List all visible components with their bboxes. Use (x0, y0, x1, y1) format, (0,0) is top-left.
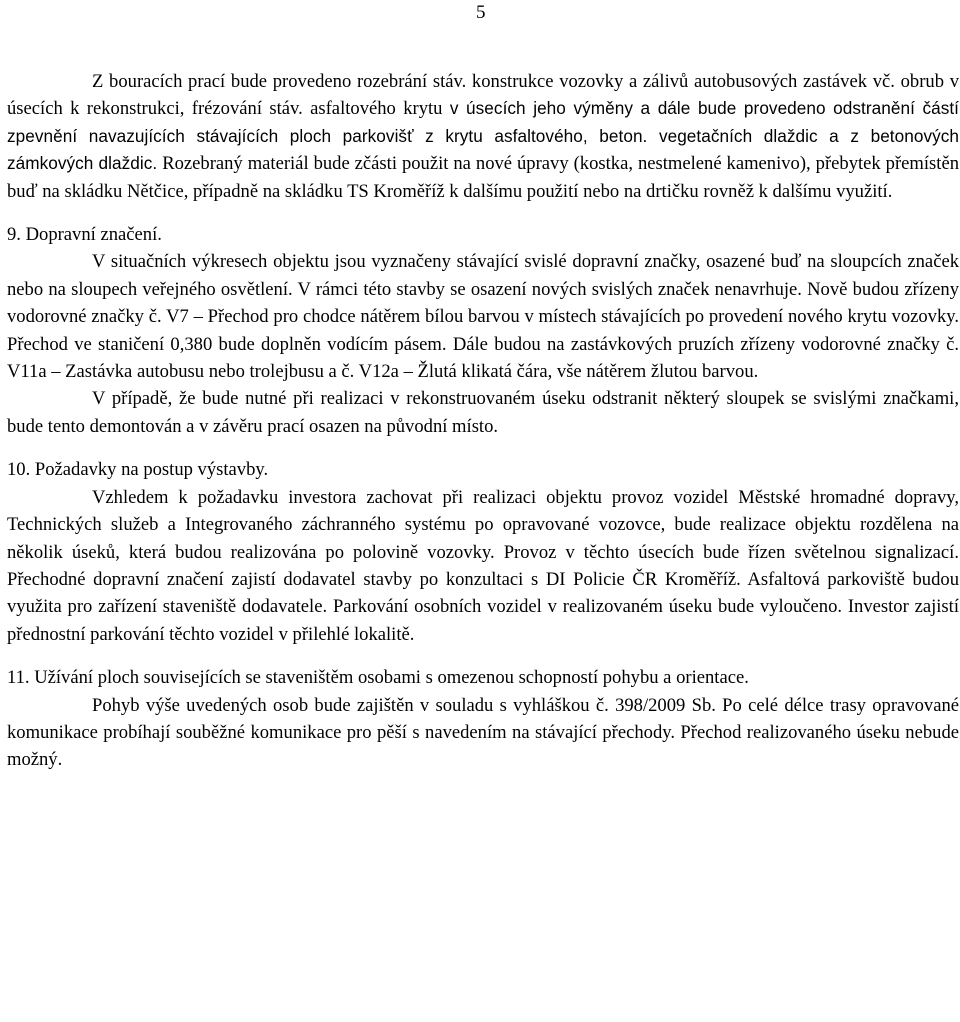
section-11-heading: 11. Užívání ploch souvisejících se staveništěm osobami s omezenou schopností pohybu a orientace. (7, 667, 749, 689)
spacer (7, 440, 959, 456)
section-9-paragraph-2: V případě, že bude nutné při realizaci v rekonstruovaném úseku odstranit některý sloupek se svislými značkami, bude tento demontován a v závěru prací osazen na původní místo. (7, 388, 959, 437)
intro-paragraph (7, 68, 959, 205)
spacer (7, 205, 959, 221)
section-9-heading: 9. Dopravní značení. (7, 224, 162, 246)
intro-text-serif: Z bouracích prací bude provedeno rozebrání stáv. konstrukce vozovky a zálivů autobusových zastávek vč. obrub v úsecích k rekonstrukci, frézování stáv. asfaltového krytu (7, 71, 959, 120)
section-11-paragraph-1: Pohyb výše uvedených osob bude zajištěn v souladu s vyhláškou č. 398/2009 Sb. Po celé délce trasy opravované komunikace probíhají souběžné komunikace pro pěší s navedením na stávající přechody. Přechod realizovaného úseku nebude možný. (7, 694, 959, 771)
document-body (7, 68, 959, 774)
intro-text-continued: Rozebraný materiál bude zčásti použit na nové úpravy (kostka, nestmelené kamenivo), přebytek přemístěn buď na skládku Nětčice, případně na skládku TS Kroměříž k dalšímu použití nebo na drtičku rovněž k dalšímu využití. (7, 153, 959, 202)
page-number: 5 (476, 2, 486, 23)
section-10-paragraph-1: Vzhledem k požadavku investora zachovat při realizaci objektu provoz vozidel Městské hromadné dopravy, Technických služeb a Integrovaného záchranného systému po opravované vozovce, bude realizace objektu rozdělena na několik úseků, která budou realizována po polovině vozovky. Provoz v těchto úsecích bude řízen světelnou signalizací. Přechodné dopravní značení zajistí dodavatel stavby po konzultaci s DI Policie ČR Kroměříž. Asfaltová parkoviště budou využita pro zařízení staveniště dodavatele. Parkování osobních vozidel v realizovaném úseku bude vyloučeno. Investor zajistí přednostní parkování těchto vozidel v přilehlé lokalitě. (7, 486, 959, 645)
section-9-paragraph-1: V situačních výkresech objektu jsou vyznačeny stávající svislé dopravní značky, osazené buď na sloupcích značek nebo na sloupech veřejného osvětlení. V rámci této stavby se osazení nových svislých značek nenavrhuje. Nově budou zřízeny vodorovné značky č. V7 – Přechod pro chodce nátěrem bílou barvou v místech stávajících po provedení nového krytu vozovky. Přechod ve staničení 0,380 bude doplněn vodícím pásem. Dále budou na zastávkových pruzích zřízeny vodorovné značky č. V11a – Zastávka autobusu nebo trolejbusu a č. V12a – Žlutá klikatá čára, vše nátěrem žlutou barvou. (7, 251, 959, 383)
section-10-heading: 10. Požadavky na postup výstavby. (7, 459, 269, 481)
spacer (7, 648, 959, 664)
intro-text-sans: v úsecích jeho výměny a dále bude provedeno odstranění částí zpevnění navazujících stávajících ploch parkovišť z krytu asfaltového, beton. vegetačních dlaždic a z betonových zámkových dlaždic. (7, 98, 959, 174)
